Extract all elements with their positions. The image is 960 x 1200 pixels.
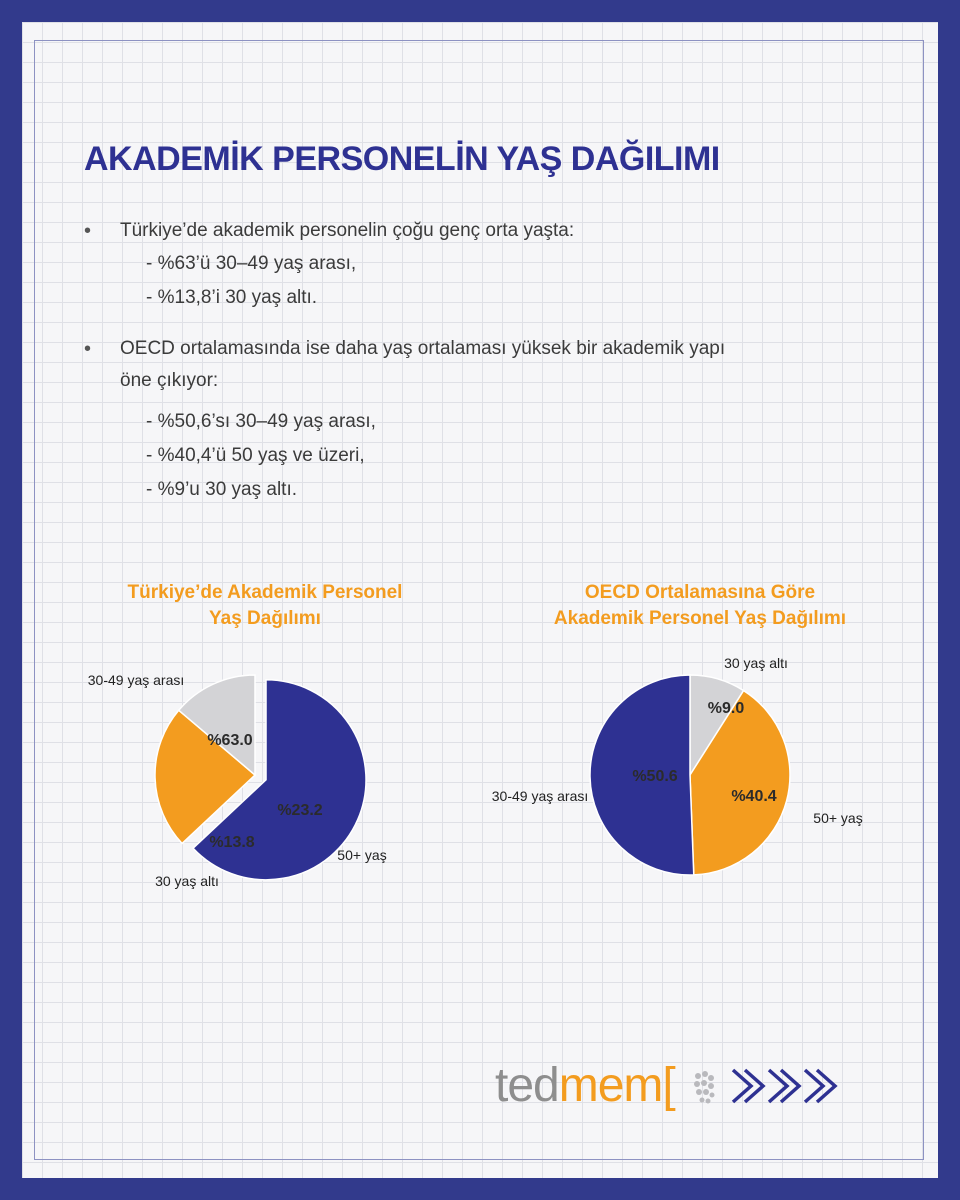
bullet-dot-icon: •	[84, 220, 92, 242]
pie-2-value-label: %9.0	[707, 700, 745, 717]
pie-1-value-label: %23.2	[277, 802, 323, 819]
detail-line: - %40,4’ü 50 yaş ve üzeri,	[146, 445, 365, 466]
tedmem-logo	[495, 1058, 855, 1118]
pie-2-category-label: 30 yaş altı	[724, 655, 788, 671]
logo-mem: mem	[558, 1059, 663, 1112]
detail-line: - %13,8’i 30 yaş altı.	[146, 287, 318, 308]
pie-1-category-label: 30 yaş altı	[155, 873, 219, 889]
detail-line: - %50,6’sı 30–49 yaş arası,	[146, 411, 376, 432]
chart-1-title-line2: Yaş Dağılımı	[209, 608, 321, 629]
page-title: AKADEMİK PERSONELİN YAŞ DAĞILIMI	[84, 140, 720, 178]
pie-1-value-label: %13.8	[209, 834, 255, 851]
pie-2-value-label: %40.4	[731, 788, 777, 805]
chart-1-title-line1: Türkiye’de Akademik Personel	[127, 582, 403, 603]
bullet-dot-icon: •	[84, 338, 92, 360]
pie-2-category-label: 30-49 yaş arası	[491, 788, 589, 804]
brain-icon	[690, 1068, 720, 1108]
chart-2-title-line1: OECD Ortalamasına Göre	[584, 582, 816, 603]
bullet-turkey-text: Türkiye’de akademik personelin çoğu genç orta yaşta:	[120, 220, 575, 241]
logo-ted: ted	[495, 1059, 559, 1112]
pie-1-value-label: %63.0	[207, 732, 253, 749]
detail-line: - %9’u 30 yaş altı.	[146, 479, 298, 500]
bullet-oecd-text-line1: OECD ortalamasında ise daha yaş ortalaması yüksek bir akademik yapı	[120, 338, 726, 359]
pie-2-category-label: 50+ yaş	[813, 810, 863, 826]
bullet-oecd-text-line2: öne çıkıyor:	[120, 370, 219, 391]
chart-2-title-line2: Akademik Personel Yaş Dağılımı	[553, 608, 847, 629]
chevron-arrows-icon	[731, 1064, 851, 1108]
pie-2-value-label: %50.6	[632, 768, 678, 785]
pie-1-category-label: 50+ yaş	[337, 847, 387, 863]
logo-bracket: [	[662, 1059, 675, 1112]
logo-wordmark	[495, 1058, 675, 1114]
detail-line: - %63’ü 30–49 yaş arası,	[146, 253, 357, 274]
pie-1-category-label: 30-49 yaş arası	[87, 672, 185, 688]
